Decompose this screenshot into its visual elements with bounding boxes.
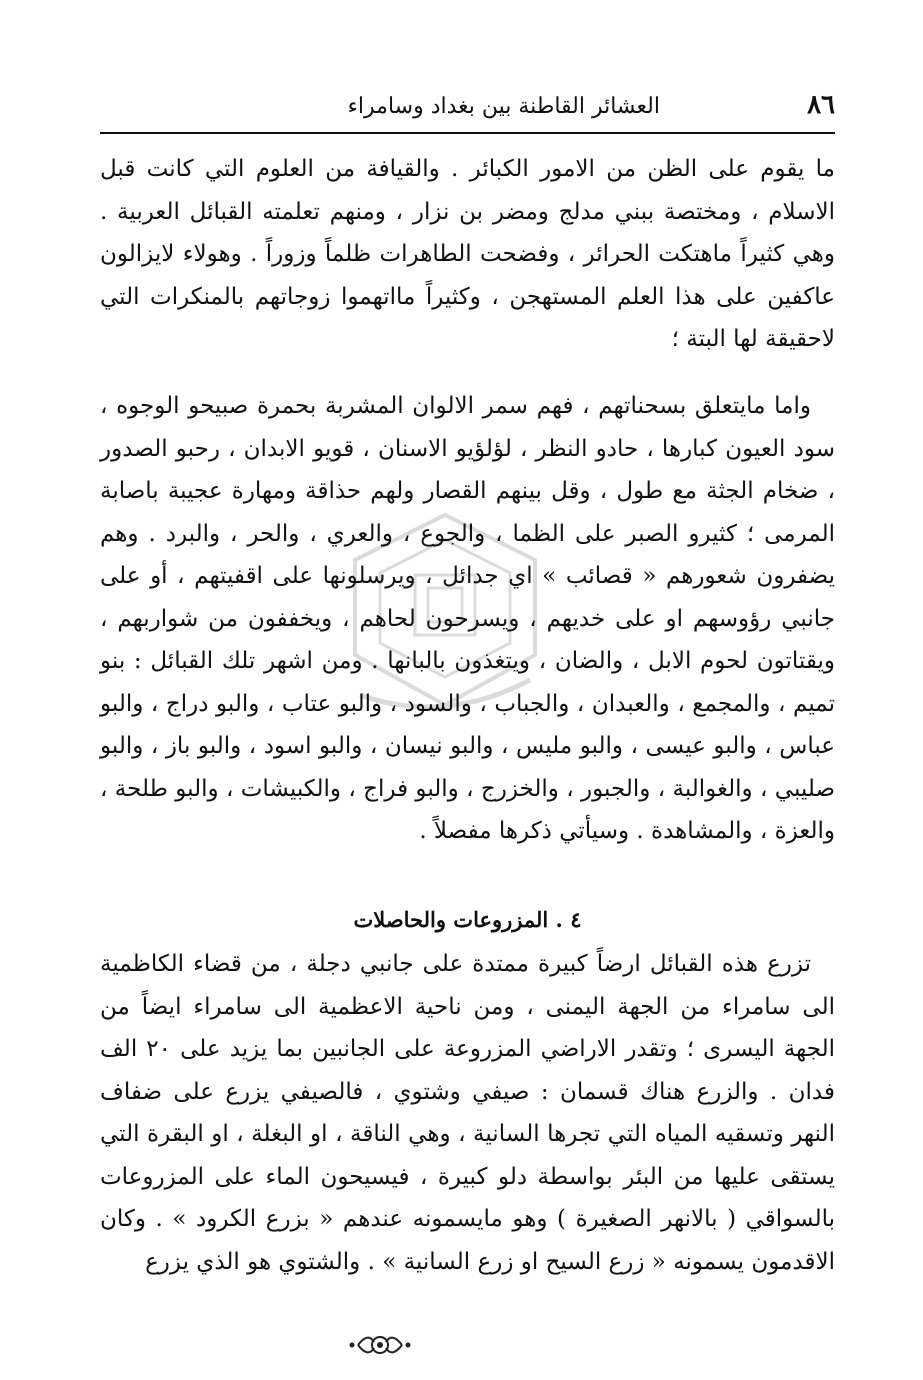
page-header — [100, 86, 835, 126]
paragraph-1: ما يقوم على الظن من الامور الكبائر . والقيافة من العلوم التي كانت قبل الاسلام ، ومختصة ببني مدلج ومضر بن نزار ، ومنهم تعلمته القبائل العربية . وهي كثيراً ماهتكت الحرائر ، وفضحت الطاهرات ظلماً وزوراً . وهولاء لايزالون عاكفين على هذا العلم المستهجن ، وكثيراً مااتهموا زوجاتهم بالمنكرات التي لاحقيقة لها البتة ؛ — [100, 156, 835, 352]
section-heading: ٤ . المزروعات والحاصلات — [353, 907, 582, 932]
paragraph-3: تزرع هذه القبائل ارضاً كبيرة ممتدة على جانبي دجلة ، من قضاء الكاظمية الى سامراء من الجهة اليمنى ، ومن ناحية الاعظمية الى سامراء ايضاً من الجهة اليسرى ؛ وتقدر الاراضي المزروعة على الجانبين بما يزيد على ٢٠ الف فدان . والزرع هناك قسمان : صيفي وشتوي ، فالصيفي يزرع على ضفاف النهر وتسقيه المياه التي تجرها السانية ، وهي الناقة ، او البغلة ، او البقرة التي يستقى عليها من البئر بواسطة دلو كبيرة ، فيسيحون الماء على المزروعات بالسواقي ( بالانهر الصغيرة ) وهو مايسمونه عندهم « بزرع الكرود » . وكان الاقدمون يسمونه « زرع السيح او زرع السانية » . والشتوي هو الذي يزرع — [100, 951, 836, 1275]
bottom-ornament — [340, 1320, 420, 1370]
page-number: ٨٦ — [807, 90, 835, 120]
paragraph-2: واما مايتعلق بسحناتهم ، فهم سمر الالوان المشربة بحمرة صبيحو الوجوه ، سود العيون كبارها ، حادو النظر ، لؤلؤيو الاسنان ، قويو الابدان ، رحبو الصدور ، ضخام الجثة مع طول ، وقل بينهم القصار ولهم حذاقة ومهارة عجيبة باصابة المرمى ؛ كثيرو الصبر على الظما ، والجوع ، والعري ، والحر ، والبرد . وهم يضفرون شعورهم « قصائب » اي جدائل ، ويرسلونها على اقفيتهم ، أو على جانبي رؤوسهم او على خديهم ، ويسرحون لحاهم ، ويخففون من شواربهم ، ويقتاتون لحوم الابل ، والضان ، ويتغذون بالبانها . ومن اشهر تلك القبائل : بنو تميم ، والمجمع ، والعبدان ، والجباب ، والسود ، والبو عتاب ، والبو دراج ، والبو عباس ، والبو عيسى ، والبو مليس ، والبو نيسان ، والبو اسود ، والبو باز ، والبو صليبي ، والغوالبة ، والجبور ، والخزرج ، والبو فراج ، والكبيشات ، والبو طلحة ، والعزة ، والمشاهدة . وسيأتي ذكرها مفصلاً . — [100, 393, 835, 844]
header-rule — [100, 132, 835, 134]
running-title: العشائر القاطنة بين بغداد وسامراء — [347, 94, 660, 119]
